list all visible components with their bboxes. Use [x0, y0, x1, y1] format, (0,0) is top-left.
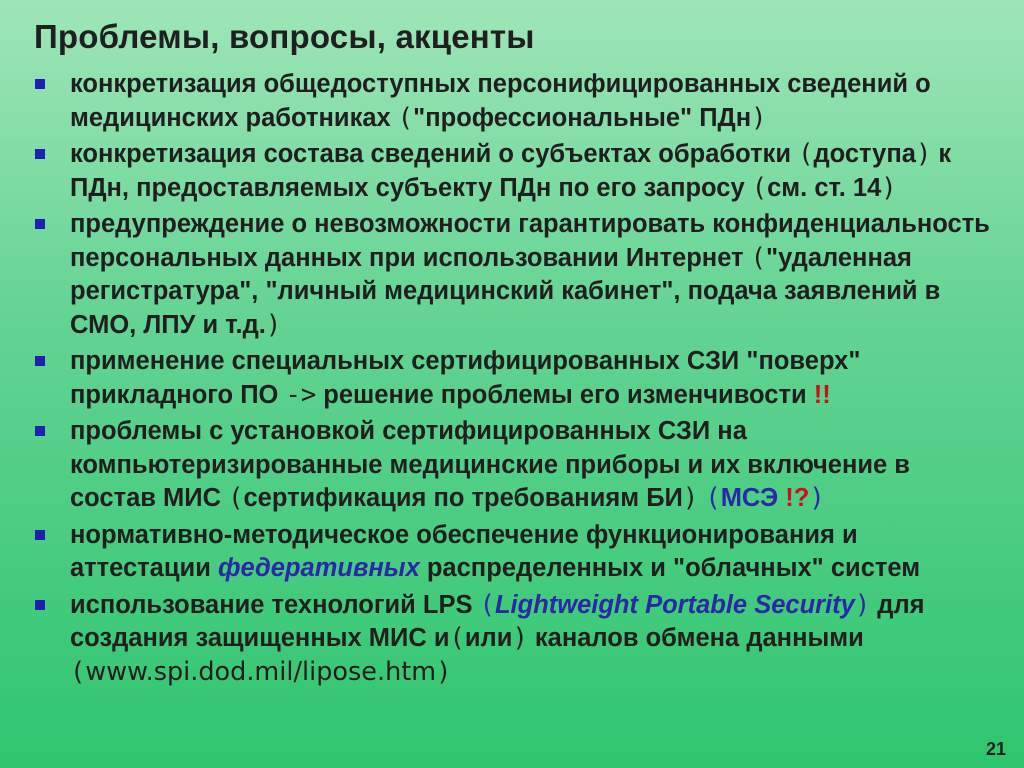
paren-close: )	[809, 483, 825, 513]
paren-close: )	[265, 309, 282, 340]
bullet-text: каналов обмена данными	[527, 624, 864, 652]
question-exclamation-mark: !?	[785, 484, 810, 512]
paren-open: (	[705, 483, 721, 513]
paren-close: )	[682, 483, 699, 513]
paren-text: сертификация по требованиям БИ	[243, 484, 683, 512]
paren-close: )	[436, 656, 452, 687]
bullet-square-icon	[35, 149, 45, 159]
blue-text: МСЭ	[720, 484, 786, 512]
paren-open: (	[751, 172, 768, 203]
bullet-text: проблемы с установкой сертифицированных СЗИ на компьютеризированные медицинские приборы и их включение в состав МИС	[70, 417, 910, 512]
bullet-item	[35, 138, 990, 205]
bullet-item	[35, 519, 990, 586]
bullet-text: конкретизация состава сведений о субъектах обработки	[70, 140, 799, 168]
bullet-text: нормативно-методическое обеспечение функционирования и аттестации	[70, 520, 858, 582]
paren-open: (	[798, 139, 814, 169]
paren-text: доступа	[813, 140, 916, 168]
slide-title: Проблемы, вопросы, акценты	[34, 18, 535, 55]
bullet-text: решение проблемы его изменчивости	[316, 380, 814, 409]
bullet-item	[35, 345, 990, 412]
bullet-text: для создания защищенных МИС и	[70, 590, 925, 652]
bullet-square-icon	[35, 356, 45, 366]
paren-close: )	[751, 102, 767, 133]
bullet-list	[35, 68, 990, 692]
bullet-square-icon	[35, 426, 45, 436]
bullet-text: применение специальных сертифицированных СЗИ "поверх" прикладного ПО	[70, 347, 861, 409]
bullet-square-icon	[35, 600, 45, 610]
paren-close: )	[881, 172, 897, 203]
paren-open: (	[479, 589, 495, 620]
paren-open: (	[750, 242, 766, 273]
paren-open: (	[228, 483, 244, 513]
paren-text: или	[464, 624, 513, 652]
page-number: 21	[985, 739, 1006, 759]
bullet-item	[35, 208, 990, 342]
bullet-item	[35, 589, 990, 690]
exclamation-mark: !!	[813, 380, 831, 409]
paren-open: (	[449, 623, 465, 653]
paren-open: (	[397, 102, 414, 133]
italic-highlight: федеративных	[217, 554, 420, 582]
url-link[interactable]: www.spi.dod.mil/lipose.htm	[85, 656, 437, 687]
paren-text: см. ст. 14	[767, 173, 882, 202]
paren-close: )	[512, 623, 528, 653]
paren-close: )	[915, 139, 932, 169]
paren-text: "профессиональные" ПДн	[413, 103, 752, 132]
bullet-text: конкретизация общедоступных персонифицированных сведений о медицинских работниках	[70, 70, 931, 132]
bullet-item	[35, 68, 990, 135]
arrow-symbol: ->	[285, 379, 317, 410]
paren-close: )	[854, 589, 871, 620]
bullet-text: к ПДн, предоставляемых субъекту ПДн по его запросу	[70, 140, 952, 202]
bullet-text: использование технологий LPS	[70, 590, 480, 619]
bullet-square-icon	[35, 79, 45, 89]
bullet-text: распределенных и "облачных" систем	[419, 554, 921, 582]
bullet-square-icon	[35, 219, 45, 229]
paren-open: (	[70, 656, 86, 687]
bullet-square-icon	[35, 530, 45, 540]
bullet-item	[35, 415, 990, 516]
italic-highlight: Lightweight Portable Security	[494, 590, 855, 619]
paren-text: "удаленная регистратура", "личный медицинский кабинет", подача заявлений в СМО, ЛПУ и т.д.	[70, 243, 941, 339]
bullet-text: предупреждение о невозможности гарантировать конфиденциальность персональных данных при использовании Интернет	[70, 210, 990, 272]
